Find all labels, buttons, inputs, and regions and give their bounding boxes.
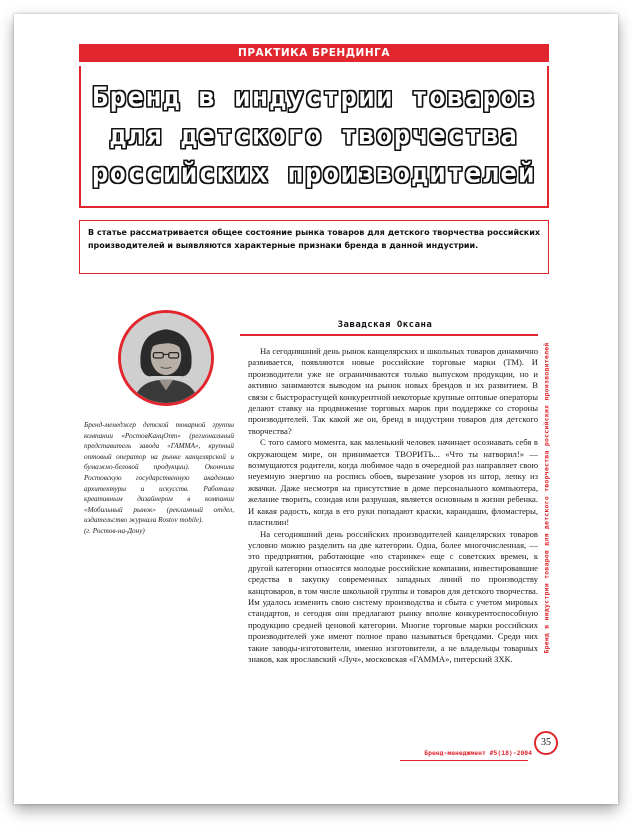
- footer-rule: [400, 760, 528, 761]
- bio-text: Бренд-менеджер детской товарной группы компании «РостовКанцОпт» (региональный представитель завода «ГАММА», крупный оптовый оператор на рынке канцелярской и бумажно-беловой продукции). Окончила Ростовскую государственную академию архитектуры и искусств. Работала креативным дизайнером в компании «Мобильный рынок» (рекламный отдел, издательство журнала Rostov mobile).: [84, 421, 234, 525]
- author-photo: [118, 310, 214, 406]
- author-divider: [240, 334, 538, 336]
- section-header: ПРАКТИКА БРЕНДИНГА: [79, 44, 549, 62]
- paragraph: На сегодняшний день рынок канцелярских и школьных товаров динамично развивается, появляются новые российские торговые марки (ТМ). И производители уже не ограничиваются только выпуском продукции, но и активно занимаются выводом на рынок новых брендов и их развитием. В связи с быстрорастущей конкурентной некоторые крупные оптовые операторы делают ставку на продвижение торговых марок при поддержке со стороны производителей. Так какой же он, бренд в индустрии товаров для детского творчества?: [248, 346, 538, 436]
- author-bio: [84, 420, 234, 537]
- page-number: 35: [534, 731, 558, 755]
- paragraph: С того самого момента, как маленький человек начинает осознавать себя в окружающем мире, он принимается ТВОРИТЬ... «Что ты натворил!» — возмущаются родители, когда любимое чадо в очередной раз направляет свою неуемную энергию на роспись обоев, вырезание узоров из штор, лепку из жвачки. Даже несмотря на присутствие в доме персонального компьютера, желание творить, созидая или разрушая, является основным в жизни ребенка. И какая радость, когда в его руки попадают краски, карандаши, фломастеры, пластилин!: [248, 437, 538, 528]
- paragraph: На сегодняшний день российских производителей канцелярских товаров условно можно разделить на две категории. Одна, более многочисленная, — это предприятия, работающие «по старинке» еще с советских времен, к другой категории относятся молодые российские компании, инвестировавшие средства в закупку современных западных линий по производству канцтоваров, в том числе школьной группы и товаров для детского творчества. Им удалось изменить свою систему производства и сбыта с учетом мировых стандартов, и сегодня они предлагают рынку вполне конкурентоспособную продукцию средней ценовой категории. Многие торговые марки российских производителей уже имеют полное право называться брендами. Среди них такие заводы-изготовители, именно изготовители, а не владельцы товарных знаков, как ярославский «Луч», московская «ГАММА», питерский ЗХК.: [248, 528, 538, 664]
- footer-journal: Бренд-менеджмент #5(18)-2004: [424, 749, 532, 757]
- title-line-2: для детского творчества: [109, 120, 519, 151]
- author-portrait-icon: [121, 313, 211, 403]
- title-line-1: Бренд в индустрии товаров: [92, 82, 536, 113]
- author-name: Завадская Оксана: [337, 320, 433, 330]
- article-title: [79, 66, 549, 208]
- vertical-running-title: [541, 258, 553, 738]
- article-body: [248, 346, 538, 665]
- vertical-title-text: Бренд в индустрии товаров для детского творчества российских производителей: [543, 342, 551, 654]
- title-line-3: российских производителей: [92, 158, 536, 189]
- bio-city: (г. Ростов-на-Дону): [84, 526, 145, 535]
- article-abstract: В статье рассматривается общее состояние рынка товаров для детского творчества российских производителей и выявляются характерные признаки бренда в данной индустрии.: [79, 220, 549, 274]
